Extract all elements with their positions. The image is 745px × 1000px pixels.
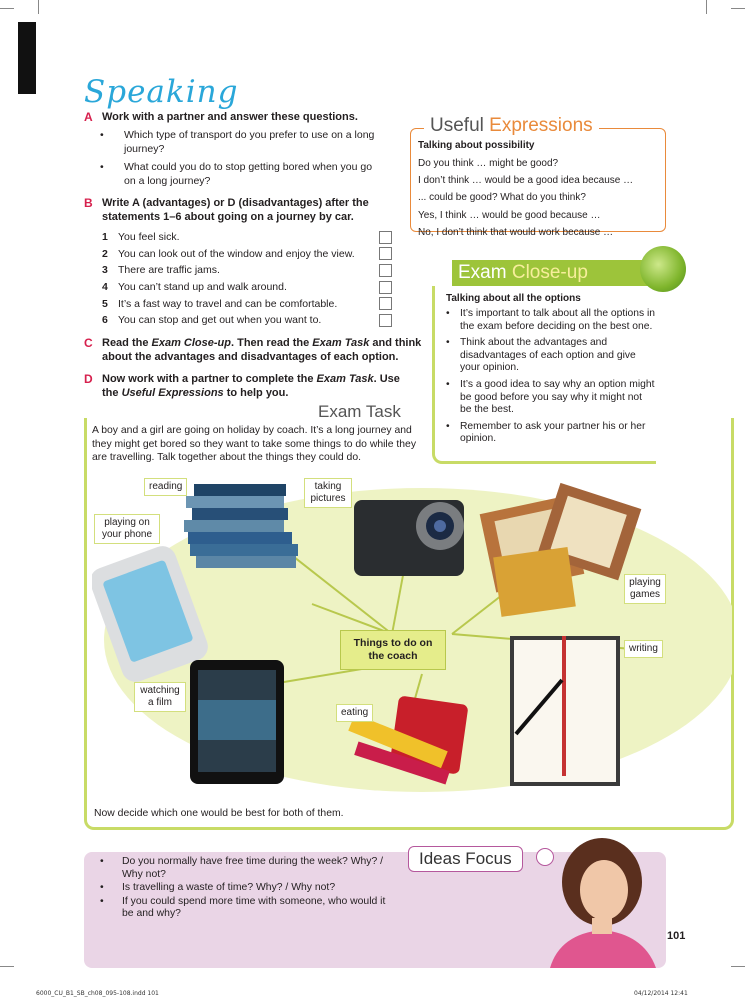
- option-label-writing: writing: [624, 640, 663, 658]
- useful-expressions-list: [418, 155, 668, 241]
- option-label-playing-games: playing games: [624, 574, 666, 604]
- list-item: • It’s important to talk about all the options in the exam before deciding on the best one.: [446, 308, 655, 332]
- crop-mark: [38, 0, 39, 14]
- crop-mark: [0, 8, 14, 9]
- option-label-reading: reading: [144, 478, 187, 496]
- answer-box[interactable]: [379, 264, 392, 277]
- list-item: • Which type of transport do you prefer to use on a long journey?: [100, 129, 375, 155]
- section-d-letter: D: [84, 372, 93, 386]
- exam-task-closing: Now decide which one would be best for both of them.: [94, 808, 344, 819]
- tablet-icon: [190, 660, 284, 784]
- list-item: • Remember to ask your partner his or her opinion.: [446, 420, 646, 445]
- list-item: Do you think … might be good?: [418, 158, 559, 169]
- list-item: • Is travelling a waste of time? Why? / Why not?: [100, 882, 336, 893]
- answer-box[interactable]: [379, 297, 392, 310]
- list-item: Yes, I think … would be good because …: [418, 209, 601, 221]
- list-item: • Think about the advantages and disadvantages of each option and give your opinion.: [446, 337, 636, 374]
- statement-row: 2 You can look out of the window and enjoy the view.: [102, 246, 392, 263]
- option-label-playing-phone: playing on your phone: [94, 514, 160, 544]
- exam-task-intro: A boy and a girl are going on holiday by coach. It’s a long journey and they might get bored so they want to take some things to do while they are travelling. Talk together about the things they could do.: [92, 425, 417, 463]
- statement-row: 6 You can stop and get out when you want to.: [102, 312, 392, 329]
- list-item: • If you could spend more time with someone, who would it be and why?: [100, 895, 386, 919]
- exam-task-diagram: [92, 464, 732, 804]
- section-a-bullets: [96, 128, 386, 192]
- section-a-letter: A: [84, 110, 93, 124]
- exam-closeup-subtitle: Talking about all the options: [446, 293, 581, 304]
- statement-row: 3 There are traffic jams.: [102, 262, 392, 279]
- answer-box[interactable]: [379, 314, 392, 327]
- list-item: • It’s a good idea to say why an option might be good before you say why it might not be the best.: [446, 378, 655, 416]
- footer-timestamp: 04/12/2014 12:41: [634, 990, 688, 997]
- crop-mark: [706, 0, 707, 14]
- statement-list: [102, 229, 392, 329]
- option-label-taking-pictures: taking pictures: [304, 478, 352, 508]
- page-number: 101: [667, 930, 686, 942]
- section-d-instruction: Now work with a partner to complete the Exam Task. Use the Useful Expressions to help you.: [102, 373, 400, 399]
- section-c-letter: C: [84, 336, 93, 350]
- tennis-ball-icon: [640, 246, 686, 292]
- notebook-icon: [510, 636, 620, 786]
- option-label-eating: eating: [336, 704, 373, 722]
- section-b-letter: B: [84, 196, 93, 210]
- books-icon: [184, 484, 298, 568]
- exam-closeup-title: Exam Close-up: [458, 262, 588, 283]
- list-item: ... could be good? What do you think?: [418, 192, 586, 204]
- crop-mark: [731, 966, 745, 967]
- crop-mark: [731, 8, 745, 9]
- section-c-instruction: Read the Exam Close-up. Then read the Exam Task and think about the advantages and disadvantages of each option.: [102, 337, 422, 363]
- list-item: • What could you do to stop getting bored when you go on a long journey?: [100, 161, 373, 187]
- footer-file-info: 6000_CU_B1_SB_ch08_095-108.indd 101: [36, 990, 159, 997]
- section-a-instruction: Work with a partner and answer these questions.: [102, 111, 358, 123]
- statement-row: 5 It’s a fast way to travel and can be comfortable.: [102, 295, 392, 312]
- statement-row: 4 You can’t stand up and walk around.: [102, 279, 392, 296]
- useful-expressions-title: Useful Expressions: [424, 115, 599, 137]
- crop-mark: [0, 966, 14, 967]
- section-b-instruction: Write A (advantages) or D (disadvantages) after the statements 1–6 about going on a journey by car.: [102, 197, 369, 223]
- thinking-girl-photo: [540, 838, 664, 968]
- list-item: No, I don’t think that would work because …: [418, 226, 614, 238]
- diagram-center-label: Things to do on the coach: [340, 630, 446, 670]
- section-title: Speaking: [84, 74, 239, 110]
- ideas-focus-list: [98, 856, 398, 922]
- exam-task-title: Exam Task: [318, 402, 401, 421]
- option-label-watching-film: watching a film: [134, 682, 186, 712]
- answer-box[interactable]: [379, 281, 392, 294]
- ideas-focus-title: Ideas Focus: [408, 846, 523, 872]
- camera-icon: [354, 500, 464, 576]
- list-item: I don’t think … would be a good idea because …: [418, 175, 634, 187]
- answer-box[interactable]: [379, 247, 392, 260]
- list-item: • Do you normally have free time during the week? Why? / Why not?: [100, 856, 384, 880]
- answer-box[interactable]: [379, 231, 392, 244]
- statement-row: 1 You feel sick.: [102, 229, 392, 246]
- chapter-tab: [18, 22, 36, 94]
- useful-expressions-subtitle: Talking about possibility: [418, 140, 535, 151]
